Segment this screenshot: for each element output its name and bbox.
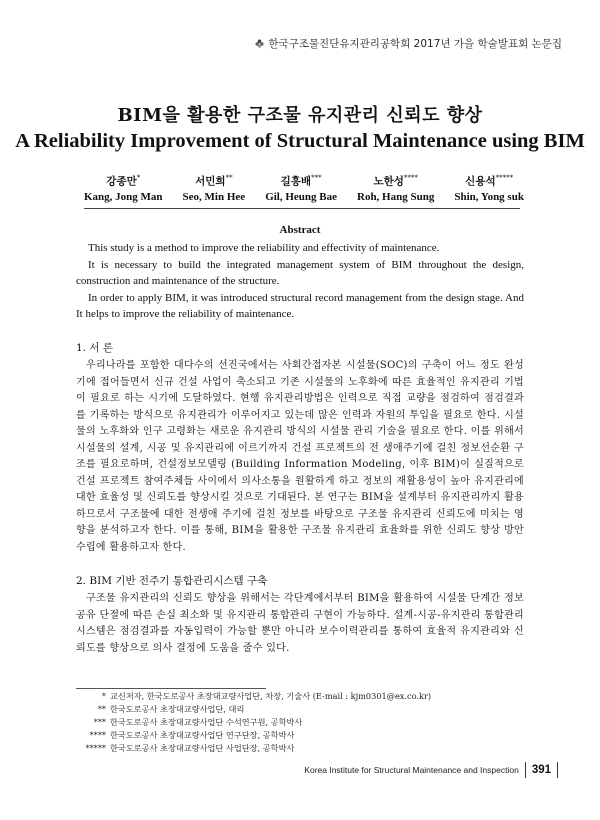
footnote-mark: ***** bbox=[85, 743, 106, 753]
abstract-title: Abstract bbox=[279, 224, 321, 236]
footer-organization: Korea Institute for Structural Maintenance and Inspection bbox=[304, 765, 519, 775]
footnote-divider bbox=[76, 688, 266, 689]
footnote bbox=[76, 742, 496, 755]
flower-icon bbox=[255, 39, 264, 48]
author-list bbox=[84, 171, 524, 205]
author bbox=[265, 171, 337, 205]
header-text: 한국구조물진단유지관리공학회 2017년 가을 학술발표회 논문집 bbox=[268, 38, 562, 50]
title-korean: BIM을 활용한 구조물 유지관리 신뢰도 향상 bbox=[117, 105, 483, 126]
abstract-paragraph: It is necessary to build the integrated management system of BIM throughout the design, construction and maintenance of the structure. bbox=[76, 258, 524, 287]
author-mark: * bbox=[136, 174, 141, 182]
section-heading-bim-system: 2. BIM 기반 전주기 통합관리시스템 구축 bbox=[76, 575, 268, 587]
author-name-en: Gil, Heung Bae bbox=[265, 190, 337, 203]
abstract-paragraph: In order to apply BIM, it was introduced structural record management from the design stage. And It helps to improve the reliability of maintenance. bbox=[76, 291, 524, 320]
author bbox=[454, 171, 524, 205]
author bbox=[357, 171, 434, 205]
body-paragraph: 우리나라를 포함한 대다수의 선진국에서는 사회간접자본 시설물(SOC)의 구축이 어느 정도 완성기에 접어들면서 신규 건설 사업이 축소되고 기존 시설물의 노후화에 따른 효율적인 유지관리 기법이 필요로 하는 시기에 도달하였다. 현행 유지관리방법은 인력으로 직접 교량을 점검하여 점검결과를 기록하는 방식으로 유지관리가 이루어지고 있는데 많은 인력과 자원의 투입을 필요로 한다. 시설물의 노후화와 인구 고령화는 새로운 유지관리 방식의 시설물 관리 기술을 필요로 한다. 이를 위해서 시설물의 설계, 시공 및 유지관리에 이르기까지 건설 프로젝트의 전 생애주기에 걸친 정보선순환 구조를 필요로하며, 건설정보모델링 (Building Information Modeling, 이후 BIM)이 실질적으로 건설 프로젝트 참여주체들 사이에서 의사소통을 원활하게 하고 정보의 재활용성이 높아 유지관리에 대한 효율성 및 신뢰도를 향상시킬 것으로 기대된다. 본 연구는 BIM을 설계부터 유지관리까지 활용하므로서 구조물에 대한 전생애 주기에 걸친 정보를 바탕으로 구조물 유지관리 신뢰도에 미치는 영향을 분석하고자 한다. 이를 통해, BIM을 활용한 구조물 유지관리 효율화를 위한 신뢰도 향상 방안 수립에 활용하고자 한다. bbox=[76, 360, 524, 553]
footer-separator bbox=[525, 762, 526, 778]
footnote-text: 한국도로공사 초장대교량사업단, 대리 bbox=[110, 704, 245, 714]
author-mark: *** bbox=[311, 174, 322, 182]
author-name-ko: 서민희 bbox=[195, 175, 226, 188]
author-name-ko: 강종만 bbox=[106, 175, 137, 188]
footnotes bbox=[76, 690, 496, 755]
section-body-bim-system bbox=[76, 591, 524, 657]
footnote-mark: *** bbox=[93, 717, 106, 727]
abstract-body bbox=[76, 240, 524, 323]
footnote bbox=[76, 716, 496, 729]
author-name-en: Shin, Yong suk bbox=[454, 190, 524, 203]
page-number: 391 bbox=[531, 764, 551, 776]
author-name-en: Kang, Jong Man bbox=[84, 190, 163, 203]
author-name-ko: 길흥배 bbox=[280, 175, 312, 188]
footnote-text: 한국도로공사 초장대교량사업단 연구단장, 공학박사 bbox=[110, 730, 295, 740]
title-english: A Reliability Improvement of Structural Maintenance using BIM bbox=[15, 130, 585, 152]
running-header bbox=[255, 36, 562, 51]
author-mark: **** bbox=[403, 174, 418, 182]
author-name-ko: 신용석 bbox=[465, 175, 496, 188]
footnote-text: 교신저자, 한국도로공사 초장대교량사업단, 차장, 기술사 (E-mail : kjm0301@ex.co.kr) bbox=[110, 691, 432, 701]
footnote-mark: ** bbox=[97, 704, 106, 714]
author-divider bbox=[84, 208, 520, 209]
author-mark: ***** bbox=[495, 174, 514, 182]
author-name-ko: 노한성 bbox=[373, 175, 404, 188]
footnote-mark: **** bbox=[89, 730, 106, 740]
author bbox=[183, 171, 246, 205]
section-heading-introduction: 1. 서 론 bbox=[76, 342, 113, 354]
footnote-text: 한국도로공사 초장대교량사업단 사업단장, 공학박사 bbox=[110, 743, 295, 753]
author-name-en: Roh, Hang Sung bbox=[357, 190, 435, 203]
author-mark: ** bbox=[225, 174, 233, 182]
author-name-en: Seo, Min Hee bbox=[182, 190, 246, 203]
author bbox=[84, 171, 163, 205]
section-body-introduction bbox=[76, 358, 524, 556]
page-footer bbox=[304, 762, 558, 778]
footer-bar bbox=[557, 762, 558, 778]
footnote-mark: * bbox=[101, 691, 106, 701]
footnote bbox=[76, 729, 496, 742]
footnote bbox=[76, 690, 496, 703]
abstract-paragraph: This study is a method to improve the reliability and effectivity of maintenance. bbox=[88, 242, 440, 254]
footnote bbox=[76, 703, 496, 716]
footnote-text: 한국도로공사 초장대교량사업단 수석연구원, 공학박사 bbox=[110, 717, 303, 727]
body-paragraph: 구조물 유지관리의 신뢰도 향상을 위해서는 각단계에서부터 BIM을 활용하여 시설물 단계간 정보공유 단절에 따른 손실 최소화 및 유지관리 통합관리 구현이 가능하다. 설계-시공-유지관리 통합관리 시스템은 점검결과를 자동입력이 가능할 뿐만 아니라 보수이력관리를 통하여 효율적 유지관리와 신뢰도를 향상으로 의사 결정에 도움을 줄수 있다. bbox=[76, 593, 524, 654]
